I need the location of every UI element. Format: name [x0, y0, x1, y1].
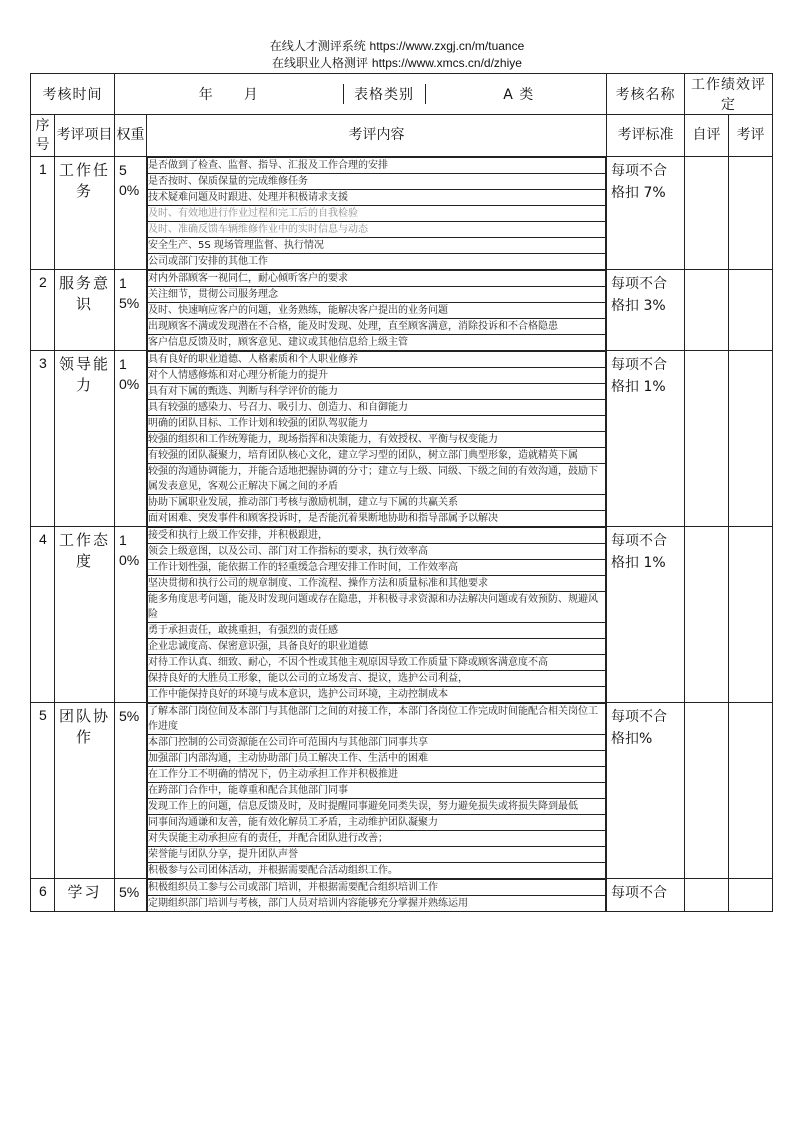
list-item	[148, 174, 606, 190]
list-item	[148, 238, 606, 254]
standard-line: 格扣 3%	[611, 298, 666, 314]
list-item	[148, 704, 606, 735]
section-row	[31, 270, 773, 351]
standard-line: 每项不合	[611, 357, 667, 373]
items-list	[147, 270, 606, 350]
list-item	[148, 831, 606, 847]
section-row	[31, 879, 773, 912]
section-project: 服务意识	[55, 270, 115, 351]
section-project: 领导能力	[55, 351, 115, 527]
section-standard	[607, 351, 685, 527]
section-items-cell	[147, 879, 607, 912]
section-items-cell	[147, 351, 607, 527]
list-item	[148, 368, 606, 384]
list-item	[148, 783, 606, 799]
section-standard	[607, 527, 685, 703]
form-info-row	[31, 74, 773, 115]
list-item	[148, 287, 606, 303]
item-text: 勇于承担责任，敢挑重担，有强烈的责任感	[148, 623, 606, 639]
section-seq: 3	[31, 351, 55, 527]
item-text: 具有对下属的甄选、判断与科学评价的能力	[148, 384, 606, 400]
items-list	[147, 703, 606, 878]
section-weight: 10%	[115, 527, 147, 703]
section-row	[31, 703, 773, 879]
section-weight: 10%	[115, 351, 147, 527]
standard-line: 每项不合	[611, 533, 667, 549]
item-text: 对个人情感修炼和对心理分析能力的提升	[148, 368, 606, 384]
col-seq: 序号	[31, 115, 55, 157]
type-label: 表格类别	[343, 84, 425, 104]
section-seq: 4	[31, 527, 55, 703]
section-seq: 6	[31, 879, 55, 912]
col-content: 考评内容	[147, 115, 607, 157]
time-label: 考核时间	[31, 74, 115, 115]
name-label: 考核名称	[607, 74, 685, 115]
type-value[interactable]: A 类	[503, 87, 535, 103]
list-item	[148, 576, 606, 592]
list-item	[148, 190, 606, 206]
section-items-cell	[147, 703, 607, 879]
header-line-1	[0, 38, 794, 55]
review-score-cell[interactable]	[729, 703, 773, 879]
list-item	[148, 400, 606, 416]
item-text: 对失误能主动承担应有的责任，并配合团队进行改善；	[148, 831, 606, 847]
standard-line: 格扣 1%	[611, 379, 666, 395]
list-item	[148, 847, 606, 863]
item-text: 有较强的团队凝聚力，培育团队核心文化，建立学习型的团队，树立部门典型形象，造就精英下属	[148, 448, 606, 464]
list-item	[148, 464, 606, 495]
header-line-2	[0, 55, 794, 72]
list-item	[148, 271, 606, 287]
item-text: 能多角度思考问题，能及时发现问题或存在隐患，并积极寻求资源和办法解决问题或有效预防、规避风险	[148, 592, 606, 623]
section-standard	[607, 879, 685, 912]
item-text: 同事间沟通谦和友善，能有效化解员工矛盾，主动维护团队凝聚力	[148, 815, 606, 831]
standard-line: 每项不合	[611, 885, 667, 901]
item-text: 较强的沟通协调能力，并能合适地把握协调的分寸；建立与上级、同级、下级之间的有效沟通，鼓励下属发表意见，客观公正解决下属之间的矛盾	[148, 464, 606, 495]
section-weight: 50%	[115, 157, 147, 270]
list-item	[148, 511, 606, 527]
col-self: 自评	[685, 115, 729, 157]
col-review: 考评	[729, 115, 773, 157]
items-list	[147, 527, 606, 702]
item-text: 在跨部门合作中，能尊重和配合其他部门同事	[148, 783, 606, 799]
col-project: 考评项目	[55, 115, 115, 157]
list-item	[148, 863, 606, 879]
item-text: 在工作分工不明确的情况下，仍主动承担工作并积极推进	[148, 767, 606, 783]
self-score-cell[interactable]	[685, 157, 729, 270]
list-item	[148, 432, 606, 448]
col-weight: 权重	[115, 115, 147, 157]
list-item	[148, 495, 606, 511]
section-row	[31, 351, 773, 527]
review-score-cell[interactable]	[729, 157, 773, 270]
section-row	[31, 527, 773, 703]
list-item	[148, 206, 606, 222]
section-items-cell	[147, 270, 607, 351]
item-text: 对待工作认真、细致、耐心，不因个性或其他主观原因导致工作质量下降或顾客满意度不高	[148, 655, 606, 671]
header-label-1: 在线人才测评系统	[269, 39, 366, 53]
standard-line: 格扣 1%	[611, 555, 666, 571]
review-score-cell[interactable]	[729, 879, 773, 912]
list-item	[148, 751, 606, 767]
list-item	[148, 448, 606, 464]
item-text: 较强的组织和工作统筹能力，现场指挥和决策能力，有效授权、平衡与权变能力	[148, 432, 606, 448]
item-text: 荣誉能与团队分享，提升团队声誉	[148, 847, 606, 863]
review-score-cell[interactable]	[729, 527, 773, 703]
item-text: 及时、有效地进行作业过程和完工后的自我检验	[148, 206, 606, 222]
items-list	[147, 879, 606, 911]
section-project: 学习	[55, 879, 115, 912]
item-text: 工作计划性强，能依据工作的轻重缓急合理安排工作时间，工作效率高	[148, 560, 606, 576]
standard-line: 格扣%	[611, 731, 653, 747]
items-list	[147, 157, 606, 269]
section-seq: 5	[31, 703, 55, 879]
list-item	[148, 416, 606, 432]
standard-line: 每项不合	[611, 276, 667, 292]
list-item	[148, 560, 606, 576]
item-text: 领会上级意图，以及公司、部门对工作指标的要求，执行效率高	[148, 544, 606, 560]
section-items-cell	[147, 157, 607, 270]
list-item	[148, 815, 606, 831]
standard-line: 每项不合	[611, 163, 667, 179]
item-text: 及时、准确反馈车辆维修作业中的实时信息与动态	[148, 222, 606, 238]
item-text: 关注细节，贯彻公司服务理念	[148, 287, 606, 303]
item-text: 公司或部门安排的其他工作	[148, 254, 606, 270]
header-label-2: 在线职业人格测评	[272, 56, 369, 70]
list-item	[148, 158, 606, 174]
section-weight: 5%	[115, 703, 147, 879]
list-item	[148, 528, 606, 544]
item-text: 是否做到了检查、监督、指导、汇报及工作合理的安排	[148, 158, 606, 174]
list-item	[148, 687, 606, 703]
section-standard	[607, 157, 685, 270]
list-item	[148, 222, 606, 238]
item-text: 安全生产、5S 现场管理监督、执行情况	[148, 238, 606, 254]
list-item	[148, 671, 606, 687]
item-text: 客户信息反馈及时，顾客意见、建议或其他信息给上级主管	[148, 335, 606, 351]
item-text: 定期组织部门培训与考核，部门人员对培训内容能够充分掌握并熟练运用	[148, 896, 606, 912]
section-standard	[607, 270, 685, 351]
item-text: 接受和执行上级工作安排，并积极跟进，	[148, 528, 606, 544]
standard-line: 格扣 7%	[611, 185, 666, 201]
time-type-subtable	[115, 84, 606, 104]
self-score-cell[interactable]	[685, 879, 729, 912]
item-text: 企业忠诚度高、保密意识强，具备良好的职业道德	[148, 639, 606, 655]
section-items-cell	[147, 527, 607, 703]
section-project: 工作任务	[55, 157, 115, 270]
section-seq: 2	[31, 270, 55, 351]
col-standard: 考评标准	[607, 115, 685, 157]
item-text: 坚决贯彻和执行公司的规章制度、工作流程、操作方法和质量标准和其他要求	[148, 576, 606, 592]
time-value-cell	[115, 74, 607, 115]
item-text: 本部门控制的公司资源能在公司许可范围内与其他部门同事共享	[148, 735, 606, 751]
item-text: 明确的团队目标、工作计划和较强的团队驾驭能力	[148, 416, 606, 432]
evaluation-table	[30, 73, 773, 912]
section-project: 团队协作	[55, 703, 115, 879]
item-text: 具有良好的职业道德、人格素质和个人职业修养	[148, 352, 606, 368]
list-item	[148, 767, 606, 783]
list-item	[148, 319, 606, 335]
item-text: 面对困难、突发事件和顾客投诉时，是否能沉着果断地协助和指导部属予以解决	[148, 511, 606, 527]
name-value: 工作绩效评定	[685, 74, 773, 115]
list-item	[148, 544, 606, 560]
item-text: 积极组织员工参与公司或部门培训，并根据需要配合组织培训工作	[148, 880, 606, 896]
list-item	[148, 592, 606, 623]
standard-line: 每项不合	[611, 709, 667, 725]
section-row	[31, 157, 773, 270]
list-item	[148, 384, 606, 400]
header-link-1[interactable]: https://www.zxgj.cn/m/tuance	[369, 39, 525, 53]
item-text: 工作中能保持良好的环境与成本意识，选护公司环境，主动控制成本	[148, 687, 606, 703]
items-list	[147, 351, 606, 526]
time-value[interactable]: 年 月	[115, 84, 343, 104]
list-item	[148, 623, 606, 639]
self-score-cell[interactable]	[685, 351, 729, 527]
item-text: 协助下属职业发展，推动部门考核与激励机制，建立与下属的共赢关系	[148, 495, 606, 511]
item-text: 出现顾客不满或发现潜在不合格，能及时发现、处理，直至顾客满意，消除投诉和不合格隐患	[148, 319, 606, 335]
list-item	[148, 335, 606, 351]
list-item	[148, 303, 606, 319]
item-text: 保持良好的大胜员工形象，能以公司的立场发言、提议，选护公司利益，	[148, 671, 606, 687]
review-score-cell[interactable]	[729, 270, 773, 351]
section-project: 工作态度	[55, 527, 115, 703]
item-text: 技术疑难问题及时跟进、处理并积极请求支援	[148, 190, 606, 206]
list-item	[148, 639, 606, 655]
item-text: 了解本部门岗位间及本部门与其他部门之间的对接工作，本部门各岗位工作完成时间能配合相关岗位工作进度	[148, 704, 606, 735]
item-text: 具有较强的感染力、号召力、吸引力、创造力、和自御能力	[148, 400, 606, 416]
list-item	[148, 254, 606, 270]
item-text: 对内外部顾客一视同仁，耐心倾听客户的要求	[148, 271, 606, 287]
page-header	[0, 38, 794, 72]
list-item	[148, 352, 606, 368]
list-item	[148, 880, 606, 896]
section-seq: 1	[31, 157, 55, 270]
section-weight: 5%	[115, 879, 147, 912]
list-item	[148, 655, 606, 671]
item-text: 加强部门内部沟通，主动协助部门员工解决工作、生活中的困难	[148, 751, 606, 767]
header-link-2[interactable]: https://www.xmcs.cn/d/zhiye	[371, 56, 522, 70]
review-score-cell[interactable]	[729, 351, 773, 527]
list-item	[148, 799, 606, 815]
item-text: 发现工作上的问题，信息反馈及时，及时提醒同事避免同类失误，努力避免损失或将损失降到最低	[148, 799, 606, 815]
self-score-cell[interactable]	[685, 527, 729, 703]
item-text: 是否按时、保质保量的完成维修任务	[148, 174, 606, 190]
item-text: 及时、快速响应客户的问题，业务熟练，能解决客户提出的业务问题	[148, 303, 606, 319]
list-item	[148, 735, 606, 751]
column-header-row	[31, 115, 773, 157]
self-score-cell[interactable]	[685, 270, 729, 351]
list-item	[148, 896, 606, 912]
self-score-cell[interactable]	[685, 703, 729, 879]
item-text: 积极参与公司团体活动，并根据需要配合活动组织工作。	[148, 863, 606, 879]
section-weight: 15%	[115, 270, 147, 351]
section-standard	[607, 703, 685, 879]
